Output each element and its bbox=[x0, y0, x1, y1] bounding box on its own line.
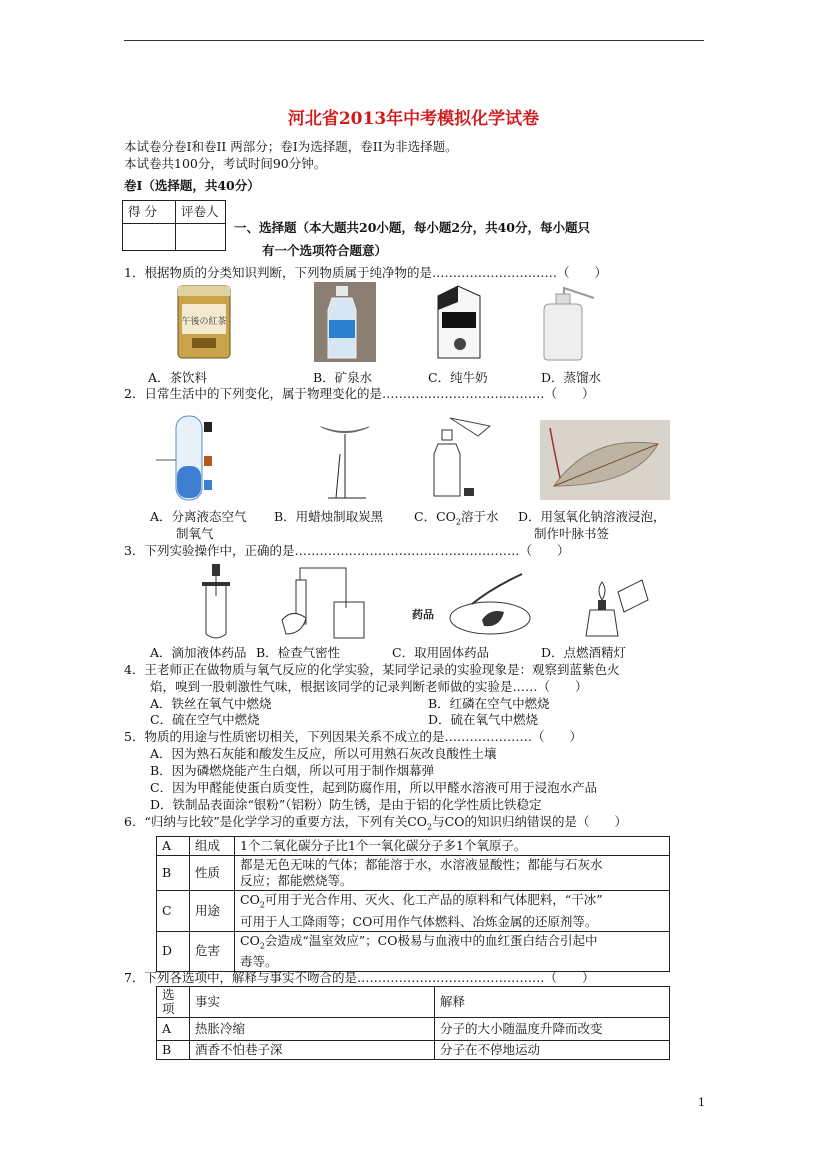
candle-soot-image bbox=[310, 414, 380, 500]
q2-option-d-cont: 制作叶脉书签 bbox=[534, 526, 610, 541]
section-heading: 卷Ⅰ（选择题，共40分） bbox=[124, 178, 260, 193]
q6-key: B bbox=[157, 856, 190, 891]
q5-option-b[interactable]: B．因为磷燃烧能产生白烟，所以可用于制作烟幕弹 bbox=[150, 763, 435, 778]
score-table bbox=[122, 200, 226, 251]
can-label: 午後の紅茶 bbox=[181, 317, 227, 327]
wash-bottle-image bbox=[532, 284, 602, 362]
q3-option-d[interactable]: D．点燃酒精灯 bbox=[541, 645, 627, 660]
q7-fact: 酒香不怕巷子深 bbox=[190, 1041, 435, 1060]
header-rule bbox=[124, 40, 704, 41]
q6-content: 都是无色无味的气体；都能溶于水，水溶液显酸性；都能与石灰水 反应；都能燃烧等。 bbox=[235, 856, 670, 891]
intro-line-2: 本试卷共100分，考试时间90分钟。 bbox=[124, 156, 327, 171]
table-row bbox=[157, 931, 670, 972]
q4-option-b[interactable]: B．红磷在空气中燃烧 bbox=[428, 696, 550, 711]
q6-content: $CO_2$可用于光合作用、灭火、化工产品的原料和气体肥料，“干冰” 可用于人工降雨等；CO可用作气体燃料、冶炼金属的还原剂等。 bbox=[235, 891, 670, 932]
q7-explain: 分子在不停地运动 bbox=[435, 1041, 670, 1060]
q7-table bbox=[156, 986, 670, 1060]
co2-dissolve-image bbox=[428, 408, 498, 502]
q1-option-c[interactable]: C．纯牛奶 bbox=[428, 370, 488, 385]
q2-option-a-cont: 制氧气 bbox=[176, 526, 214, 541]
q7-head-fact: 事实 bbox=[190, 987, 435, 1018]
q6-key: D bbox=[157, 931, 190, 972]
q7-key: B bbox=[157, 1041, 190, 1060]
table-row bbox=[157, 1041, 670, 1060]
score-header: 得 分 bbox=[123, 201, 176, 224]
grader-cell[interactable] bbox=[176, 224, 226, 251]
q6-content: 1个二氧化碳分子比1个一氧化碳分子多1个氧原子。 bbox=[235, 837, 670, 856]
q4-option-a[interactable]: A．铁丝在氧气中燃烧 bbox=[150, 696, 272, 711]
q2-option-d[interactable]: D．用氢氧化钠溶液浸泡， bbox=[518, 509, 666, 524]
q6-stem: 6．“归纳与比较”是化学学习的重要方法，下列有关$CO_2$与CO的知识归纳错误的是（ ） bbox=[124, 814, 627, 832]
q5-option-c[interactable]: C．因为甲醛能使蛋白质变性，起到防腐作用，所以甲醛水溶液可用于浸泡水产品 bbox=[150, 780, 598, 795]
part1-heading: 一、选择题（本大题共20小题，每小题2分，共40分，每小题只 bbox=[234, 220, 590, 235]
q2-option-a[interactable]: A．分离液态空气 bbox=[150, 509, 247, 524]
milk-carton-image bbox=[430, 282, 488, 362]
q5-stem: 5．物质的用途与性质密切相关，下列因果关系不成立的是…………………（ ） bbox=[124, 729, 582, 744]
q2-stem: 2．日常生活中的下列变化，属于物理变化的是…………………………………（ ） bbox=[124, 386, 595, 401]
table-row bbox=[157, 987, 670, 1018]
table-row bbox=[157, 1018, 670, 1041]
q2-option-b[interactable]: B．用蜡烛制取炭黑 bbox=[274, 509, 384, 524]
leaf-vein-image bbox=[540, 420, 670, 500]
page-number: 1 bbox=[698, 1096, 705, 1109]
q6-category: 组成 bbox=[190, 837, 235, 856]
q4-stem-cont: 焰，嗅到一股刺激性气味，根据该同学的记录判断老师做的实验是……（ ） bbox=[150, 679, 588, 694]
q3-option-c[interactable]: C．取用固体药品 bbox=[392, 645, 490, 660]
q3-option-a[interactable]: A．滴加液体药品 bbox=[150, 645, 247, 660]
part1-heading-2: 有一个选项符合题意） bbox=[262, 243, 388, 258]
q6-category: 性质 bbox=[190, 856, 235, 891]
table-row bbox=[157, 856, 670, 891]
grader-header: 评卷人 bbox=[176, 201, 226, 224]
q7-stem: 7．下列各选项中，解释与事实不吻合的是………………………………………（ ） bbox=[124, 970, 595, 985]
airtight-check-image bbox=[272, 564, 372, 644]
alcohol-lamp-image bbox=[576, 572, 656, 642]
air-separation-image bbox=[152, 410, 240, 502]
page-title: 河北省2013年中考模拟化学试卷 bbox=[287, 109, 540, 129]
tea-can-image bbox=[170, 282, 238, 362]
reagent-label: 药品 bbox=[412, 608, 434, 621]
q6-content: $CO_2$会造成“温室效应”；CO极易与血液中的血红蛋白结合引起中 毒等。 bbox=[235, 931, 670, 972]
q4-stem: 4．王老师正在做物质与氧气反应的化学实验，某同学记录的实验现象是：观察到蓝紫色火 bbox=[124, 662, 620, 677]
q7-explain: 分子的大小随温度升降而改变 bbox=[435, 1018, 670, 1041]
q4-option-d[interactable]: D．硫在氧气中燃烧 bbox=[428, 712, 539, 727]
q7-head-key: 选 项 bbox=[157, 987, 190, 1018]
q6-category: 危害 bbox=[190, 931, 235, 972]
intro-line-1: 本试卷分卷Ⅰ和卷II 两部分；卷Ⅰ为选择题，卷II为非选择题。 bbox=[124, 139, 458, 154]
q2-option-c[interactable]: C．$CO_2$溶于水 bbox=[414, 509, 499, 527]
q5-option-d[interactable]: D．铁制品表面涂“银粉”（铝粉）防生锈，是由于铝的化学性质比铁稳定 bbox=[150, 797, 542, 812]
q1-option-d[interactable]: D．蒸馏水 bbox=[541, 370, 602, 385]
dropper-image bbox=[198, 562, 234, 642]
q4-option-c[interactable]: C．硫在空气中燃烧 bbox=[150, 712, 260, 727]
q7-fact: 热胀冷缩 bbox=[190, 1018, 435, 1041]
q7-key: A bbox=[157, 1018, 190, 1041]
table-row bbox=[157, 837, 670, 856]
q6-key: C bbox=[157, 891, 190, 932]
q5-option-a[interactable]: A．因为熟石灰能和酸发生反应，所以可用熟石灰改良酸性土壤 bbox=[150, 746, 497, 761]
q1-option-a[interactable]: A．茶饮料 bbox=[148, 370, 208, 385]
q3-stem: 3．下列实验操作中，正确的是………………………………………………（ ） bbox=[124, 543, 570, 558]
q6-key: A bbox=[157, 837, 190, 856]
mineral-water-image bbox=[314, 282, 376, 362]
score-cell[interactable] bbox=[123, 224, 176, 251]
q7-head-explain: 解释 bbox=[435, 987, 670, 1018]
q1-stem: 1．根据物质的分类知识判断，下列物质属于纯净物的是…………………………（ ） bbox=[124, 265, 607, 280]
q6-category: 用途 bbox=[190, 891, 235, 932]
q6-table bbox=[156, 836, 670, 972]
table-row bbox=[157, 891, 670, 932]
solid-reagent-image bbox=[412, 568, 537, 644]
q3-option-b[interactable]: B．检查气密性 bbox=[256, 645, 341, 660]
q1-option-b[interactable]: B．矿泉水 bbox=[313, 370, 373, 385]
